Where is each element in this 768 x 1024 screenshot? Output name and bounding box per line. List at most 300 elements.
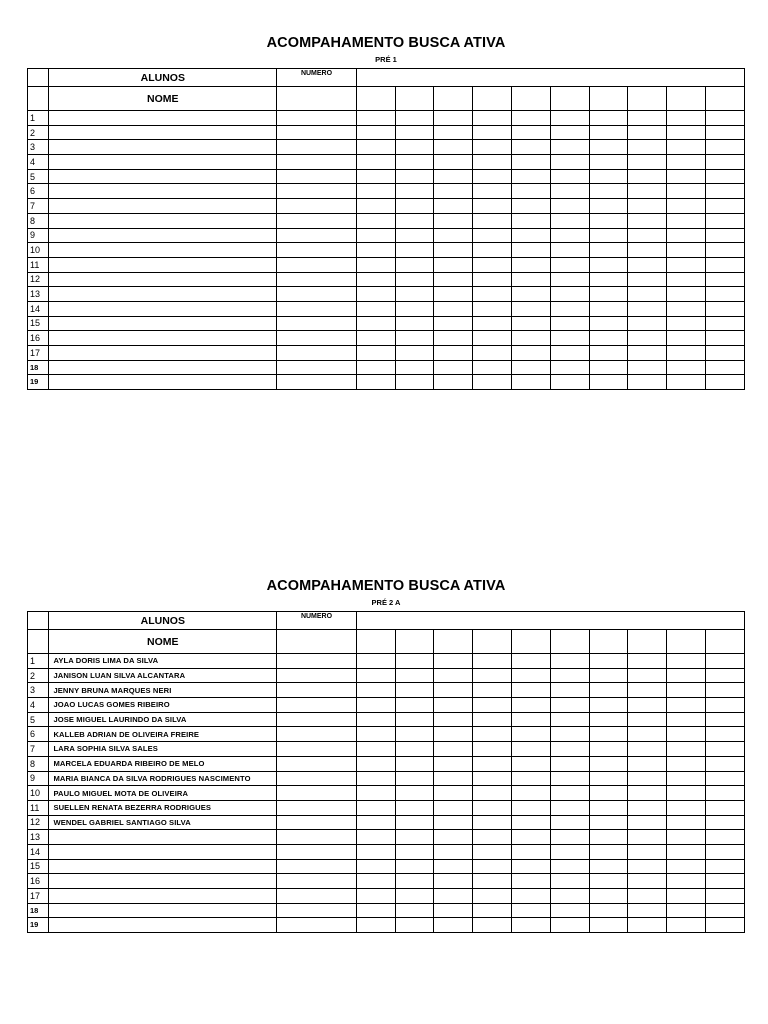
tracking-mark-cell[interactable] bbox=[589, 889, 628, 904]
student-number-cell[interactable] bbox=[277, 331, 357, 346]
tracking-mark-cell[interactable] bbox=[356, 331, 395, 346]
tracking-mark-cell[interactable] bbox=[589, 375, 628, 390]
student-name-cell[interactable] bbox=[49, 346, 277, 361]
tracking-mark-cell[interactable] bbox=[550, 155, 589, 170]
student-number-cell[interactable] bbox=[277, 756, 357, 771]
tracking-mark-cell[interactable] bbox=[434, 213, 473, 228]
tracking-mark-cell[interactable] bbox=[706, 184, 745, 199]
tracking-mark-cell[interactable] bbox=[395, 346, 434, 361]
tracking-mark-cell[interactable] bbox=[512, 830, 551, 845]
student-name-cell[interactable] bbox=[49, 903, 277, 918]
tracking-mark-cell[interactable] bbox=[512, 257, 551, 272]
tracking-mark-cell[interactable] bbox=[628, 874, 667, 889]
tracking-mark-cell[interactable] bbox=[473, 199, 512, 214]
tracking-mark-cell[interactable] bbox=[667, 301, 706, 316]
tracking-mark-cell[interactable] bbox=[395, 771, 434, 786]
tracking-mark-cell[interactable] bbox=[550, 199, 589, 214]
tracking-mark-cell[interactable] bbox=[473, 683, 512, 698]
student-name-cell[interactable]: MARCELA EDUARDA RIBEIRO DE MELO bbox=[49, 756, 277, 771]
tracking-mark-cell[interactable] bbox=[356, 155, 395, 170]
tracking-mark-cell[interactable] bbox=[395, 375, 434, 390]
tracking-mark-cell[interactable] bbox=[628, 331, 667, 346]
tracking-mark-cell[interactable] bbox=[667, 859, 706, 874]
tracking-mark-cell[interactable] bbox=[434, 874, 473, 889]
tracking-mark-cell[interactable] bbox=[706, 800, 745, 815]
tracking-mark-cell[interactable] bbox=[434, 316, 473, 331]
tracking-mark-cell[interactable] bbox=[550, 243, 589, 258]
tracking-mark-cell[interactable] bbox=[706, 331, 745, 346]
tracking-mark-cell[interactable] bbox=[473, 213, 512, 228]
tracking-mark-cell[interactable] bbox=[706, 727, 745, 742]
tracking-mark-cell[interactable] bbox=[589, 360, 628, 375]
tracking-mark-cell[interactable] bbox=[628, 918, 667, 933]
tracking-mark-cell[interactable] bbox=[473, 169, 512, 184]
tracking-mark-cell[interactable] bbox=[473, 184, 512, 199]
tracking-mark-cell[interactable] bbox=[706, 375, 745, 390]
student-number-cell[interactable] bbox=[277, 155, 357, 170]
tracking-mark-cell[interactable] bbox=[473, 771, 512, 786]
tracking-mark-cell[interactable] bbox=[589, 742, 628, 757]
tracking-mark-cell[interactable] bbox=[356, 712, 395, 727]
tracking-mark-cell[interactable] bbox=[395, 844, 434, 859]
tracking-mark-cell[interactable] bbox=[356, 111, 395, 126]
tracking-mark-cell[interactable] bbox=[473, 830, 512, 845]
tracking-mark-cell[interactable] bbox=[706, 889, 745, 904]
tracking-mark-cell[interactable] bbox=[473, 243, 512, 258]
tracking-mark-cell[interactable] bbox=[395, 874, 434, 889]
student-number-cell[interactable] bbox=[277, 199, 357, 214]
tracking-mark-cell[interactable] bbox=[589, 155, 628, 170]
tracking-mark-cell[interactable] bbox=[628, 712, 667, 727]
tracking-mark-cell[interactable] bbox=[628, 859, 667, 874]
tracking-mark-cell[interactable] bbox=[395, 169, 434, 184]
tracking-mark-cell[interactable] bbox=[706, 125, 745, 140]
student-name-cell[interactable] bbox=[49, 918, 277, 933]
tracking-mark-cell[interactable] bbox=[550, 830, 589, 845]
tracking-mark-cell[interactable] bbox=[550, 140, 589, 155]
tracking-mark-cell[interactable] bbox=[667, 272, 706, 287]
student-name-cell[interactable] bbox=[49, 830, 277, 845]
tracking-mark-cell[interactable] bbox=[628, 272, 667, 287]
tracking-mark-cell[interactable] bbox=[550, 111, 589, 126]
tracking-mark-cell[interactable] bbox=[356, 874, 395, 889]
tracking-mark-cell[interactable] bbox=[395, 889, 434, 904]
student-name-cell[interactable] bbox=[49, 375, 277, 390]
tracking-header-cell[interactable] bbox=[550, 87, 589, 111]
tracking-mark-cell[interactable] bbox=[589, 125, 628, 140]
tracking-mark-cell[interactable] bbox=[434, 331, 473, 346]
tracking-mark-cell[interactable] bbox=[550, 683, 589, 698]
tracking-header-cell[interactable] bbox=[628, 87, 667, 111]
tracking-header-cell[interactable] bbox=[512, 630, 551, 654]
tracking-mark-cell[interactable] bbox=[628, 698, 667, 713]
tracking-mark-cell[interactable] bbox=[589, 844, 628, 859]
tracking-mark-cell[interactable] bbox=[356, 243, 395, 258]
tracking-mark-cell[interactable] bbox=[667, 331, 706, 346]
tracking-mark-cell[interactable] bbox=[550, 184, 589, 199]
tracking-mark-cell[interactable] bbox=[395, 125, 434, 140]
student-number-cell[interactable] bbox=[277, 272, 357, 287]
tracking-mark-cell[interactable] bbox=[589, 199, 628, 214]
student-number-cell[interactable] bbox=[277, 301, 357, 316]
tracking-mark-cell[interactable] bbox=[473, 155, 512, 170]
tracking-mark-cell[interactable] bbox=[628, 786, 667, 801]
tracking-mark-cell[interactable] bbox=[706, 874, 745, 889]
student-number-cell[interactable] bbox=[277, 111, 357, 126]
tracking-mark-cell[interactable] bbox=[589, 228, 628, 243]
tracking-mark-cell[interactable] bbox=[706, 756, 745, 771]
tracking-mark-cell[interactable] bbox=[473, 272, 512, 287]
tracking-mark-cell[interactable] bbox=[589, 243, 628, 258]
tracking-mark-cell[interactable] bbox=[434, 712, 473, 727]
student-name-cell[interactable] bbox=[49, 301, 277, 316]
tracking-mark-cell[interactable] bbox=[667, 111, 706, 126]
tracking-mark-cell[interactable] bbox=[512, 756, 551, 771]
tracking-mark-cell[interactable] bbox=[512, 771, 551, 786]
tracking-mark-cell[interactable] bbox=[512, 889, 551, 904]
tracking-mark-cell[interactable] bbox=[706, 742, 745, 757]
tracking-mark-cell[interactable] bbox=[706, 830, 745, 845]
tracking-mark-cell[interactable] bbox=[356, 800, 395, 815]
tracking-mark-cell[interactable] bbox=[473, 786, 512, 801]
tracking-mark-cell[interactable] bbox=[356, 889, 395, 904]
tracking-mark-cell[interactable] bbox=[589, 786, 628, 801]
tracking-mark-cell[interactable] bbox=[473, 712, 512, 727]
student-name-cell[interactable] bbox=[49, 125, 277, 140]
tracking-mark-cell[interactable] bbox=[512, 272, 551, 287]
tracking-mark-cell[interactable] bbox=[628, 815, 667, 830]
tracking-mark-cell[interactable] bbox=[434, 830, 473, 845]
tracking-mark-cell[interactable] bbox=[628, 111, 667, 126]
student-name-cell[interactable] bbox=[49, 360, 277, 375]
tracking-mark-cell[interactable] bbox=[589, 698, 628, 713]
tracking-mark-cell[interactable] bbox=[706, 287, 745, 302]
tracking-mark-cell[interactable] bbox=[395, 184, 434, 199]
tracking-mark-cell[interactable] bbox=[473, 301, 512, 316]
student-name-cell[interactable] bbox=[49, 243, 277, 258]
student-number-cell[interactable] bbox=[277, 771, 357, 786]
tracking-mark-cell[interactable] bbox=[512, 331, 551, 346]
tracking-mark-cell[interactable] bbox=[589, 213, 628, 228]
tracking-mark-cell[interactable] bbox=[512, 155, 551, 170]
tracking-mark-cell[interactable] bbox=[550, 360, 589, 375]
tracking-mark-cell[interactable] bbox=[434, 346, 473, 361]
tracking-mark-cell[interactable] bbox=[473, 742, 512, 757]
tracking-mark-cell[interactable] bbox=[628, 756, 667, 771]
tracking-mark-cell[interactable] bbox=[395, 155, 434, 170]
tracking-mark-cell[interactable] bbox=[628, 125, 667, 140]
tracking-mark-cell[interactable] bbox=[589, 331, 628, 346]
tracking-mark-cell[interactable] bbox=[473, 654, 512, 669]
student-number-cell[interactable] bbox=[277, 815, 357, 830]
tracking-mark-cell[interactable] bbox=[395, 272, 434, 287]
tracking-mark-cell[interactable] bbox=[706, 844, 745, 859]
tracking-mark-cell[interactable] bbox=[628, 301, 667, 316]
student-name-cell[interactable] bbox=[49, 213, 277, 228]
tracking-mark-cell[interactable] bbox=[589, 287, 628, 302]
tracking-mark-cell[interactable] bbox=[589, 140, 628, 155]
tracking-mark-cell[interactable] bbox=[473, 375, 512, 390]
tracking-mark-cell[interactable] bbox=[356, 360, 395, 375]
tracking-mark-cell[interactable] bbox=[667, 316, 706, 331]
student-number-cell[interactable] bbox=[277, 375, 357, 390]
tracking-mark-cell[interactable] bbox=[550, 331, 589, 346]
tracking-mark-cell[interactable] bbox=[589, 111, 628, 126]
tracking-mark-cell[interactable] bbox=[550, 727, 589, 742]
tracking-mark-cell[interactable] bbox=[512, 727, 551, 742]
tracking-mark-cell[interactable] bbox=[395, 815, 434, 830]
tracking-mark-cell[interactable] bbox=[628, 346, 667, 361]
tracking-mark-cell[interactable] bbox=[667, 228, 706, 243]
tracking-header-cell[interactable] bbox=[395, 630, 434, 654]
tracking-mark-cell[interactable] bbox=[356, 698, 395, 713]
tracking-mark-cell[interactable] bbox=[356, 859, 395, 874]
tracking-mark-cell[interactable] bbox=[589, 859, 628, 874]
tracking-mark-cell[interactable] bbox=[512, 859, 551, 874]
tracking-mark-cell[interactable] bbox=[667, 184, 706, 199]
tracking-mark-cell[interactable] bbox=[550, 786, 589, 801]
tracking-header-cell[interactable] bbox=[628, 630, 667, 654]
tracking-mark-cell[interactable] bbox=[589, 184, 628, 199]
student-number-cell[interactable] bbox=[277, 903, 357, 918]
tracking-mark-cell[interactable] bbox=[628, 800, 667, 815]
student-name-cell[interactable] bbox=[49, 155, 277, 170]
tracking-mark-cell[interactable] bbox=[550, 859, 589, 874]
tracking-mark-cell[interactable] bbox=[434, 654, 473, 669]
tracking-mark-cell[interactable] bbox=[434, 375, 473, 390]
student-name-cell[interactable] bbox=[49, 859, 277, 874]
tracking-mark-cell[interactable] bbox=[473, 698, 512, 713]
tracking-mark-cell[interactable] bbox=[628, 654, 667, 669]
tracking-mark-cell[interactable] bbox=[512, 815, 551, 830]
student-number-cell[interactable] bbox=[277, 712, 357, 727]
tracking-mark-cell[interactable] bbox=[667, 874, 706, 889]
tracking-mark-cell[interactable] bbox=[395, 698, 434, 713]
tracking-mark-cell[interactable] bbox=[589, 830, 628, 845]
tracking-mark-cell[interactable] bbox=[512, 184, 551, 199]
student-number-cell[interactable] bbox=[277, 287, 357, 302]
tracking-mark-cell[interactable] bbox=[628, 243, 667, 258]
student-number-cell[interactable] bbox=[277, 125, 357, 140]
student-name-cell[interactable]: JOSE MIGUEL LAURINDO DA SILVA bbox=[49, 712, 277, 727]
student-name-cell[interactable] bbox=[49, 272, 277, 287]
student-name-cell[interactable] bbox=[49, 331, 277, 346]
student-name-cell[interactable]: LARA SOPHIA SILVA SALES bbox=[49, 742, 277, 757]
tracking-mark-cell[interactable] bbox=[512, 683, 551, 698]
tracking-mark-cell[interactable] bbox=[550, 815, 589, 830]
student-name-cell[interactable]: JOAO LUCAS GOMES RIBEIRO bbox=[49, 698, 277, 713]
tracking-mark-cell[interactable] bbox=[706, 698, 745, 713]
tracking-mark-cell[interactable] bbox=[434, 815, 473, 830]
tracking-mark-cell[interactable] bbox=[473, 331, 512, 346]
tracking-mark-cell[interactable] bbox=[628, 184, 667, 199]
tracking-mark-cell[interactable] bbox=[589, 771, 628, 786]
tracking-mark-cell[interactable] bbox=[667, 346, 706, 361]
tracking-header-cell[interactable] bbox=[434, 630, 473, 654]
tracking-mark-cell[interactable] bbox=[667, 683, 706, 698]
student-number-cell[interactable] bbox=[277, 169, 357, 184]
tracking-mark-cell[interactable] bbox=[706, 903, 745, 918]
tracking-mark-cell[interactable] bbox=[706, 111, 745, 126]
student-name-cell[interactable] bbox=[49, 844, 277, 859]
tracking-mark-cell[interactable] bbox=[356, 184, 395, 199]
student-number-cell[interactable] bbox=[277, 668, 357, 683]
tracking-mark-cell[interactable] bbox=[434, 844, 473, 859]
tracking-mark-cell[interactable] bbox=[550, 844, 589, 859]
tracking-mark-cell[interactable] bbox=[395, 668, 434, 683]
tracking-mark-cell[interactable] bbox=[356, 683, 395, 698]
tracking-mark-cell[interactable] bbox=[706, 683, 745, 698]
tracking-mark-cell[interactable] bbox=[395, 756, 434, 771]
tracking-mark-cell[interactable] bbox=[473, 874, 512, 889]
tracking-mark-cell[interactable] bbox=[706, 272, 745, 287]
tracking-mark-cell[interactable] bbox=[434, 257, 473, 272]
tracking-mark-cell[interactable] bbox=[667, 213, 706, 228]
tracking-mark-cell[interactable] bbox=[473, 346, 512, 361]
student-number-cell[interactable] bbox=[277, 654, 357, 669]
tracking-mark-cell[interactable] bbox=[356, 375, 395, 390]
tracking-mark-cell[interactable] bbox=[550, 375, 589, 390]
tracking-mark-cell[interactable] bbox=[706, 712, 745, 727]
tracking-mark-cell[interactable] bbox=[356, 844, 395, 859]
student-number-cell[interactable] bbox=[277, 213, 357, 228]
tracking-mark-cell[interactable] bbox=[395, 331, 434, 346]
tracking-mark-cell[interactable] bbox=[512, 874, 551, 889]
tracking-mark-cell[interactable] bbox=[512, 712, 551, 727]
tracking-mark-cell[interactable] bbox=[395, 140, 434, 155]
tracking-mark-cell[interactable] bbox=[706, 257, 745, 272]
tracking-mark-cell[interactable] bbox=[434, 184, 473, 199]
tracking-mark-cell[interactable] bbox=[434, 169, 473, 184]
tracking-mark-cell[interactable] bbox=[434, 301, 473, 316]
tracking-mark-cell[interactable] bbox=[356, 742, 395, 757]
tracking-mark-cell[interactable] bbox=[395, 683, 434, 698]
tracking-mark-cell[interactable] bbox=[550, 213, 589, 228]
tracking-mark-cell[interactable] bbox=[706, 654, 745, 669]
tracking-mark-cell[interactable] bbox=[550, 874, 589, 889]
tracking-mark-cell[interactable] bbox=[628, 742, 667, 757]
tracking-mark-cell[interactable] bbox=[356, 727, 395, 742]
tracking-mark-cell[interactable] bbox=[434, 140, 473, 155]
tracking-mark-cell[interactable] bbox=[628, 903, 667, 918]
tracking-mark-cell[interactable] bbox=[512, 844, 551, 859]
tracking-mark-cell[interactable] bbox=[628, 771, 667, 786]
tracking-mark-cell[interactable] bbox=[395, 712, 434, 727]
tracking-mark-cell[interactable] bbox=[550, 301, 589, 316]
tracking-mark-cell[interactable] bbox=[589, 815, 628, 830]
tracking-mark-cell[interactable] bbox=[667, 756, 706, 771]
tracking-mark-cell[interactable] bbox=[667, 918, 706, 933]
tracking-mark-cell[interactable] bbox=[512, 287, 551, 302]
student-name-cell[interactable] bbox=[49, 140, 277, 155]
tracking-mark-cell[interactable] bbox=[667, 668, 706, 683]
tracking-mark-cell[interactable] bbox=[395, 360, 434, 375]
student-number-cell[interactable] bbox=[277, 786, 357, 801]
tracking-mark-cell[interactable] bbox=[628, 375, 667, 390]
tracking-mark-cell[interactable] bbox=[550, 257, 589, 272]
student-number-cell[interactable] bbox=[277, 800, 357, 815]
tracking-mark-cell[interactable] bbox=[395, 257, 434, 272]
tracking-mark-cell[interactable] bbox=[473, 111, 512, 126]
tracking-mark-cell[interactable] bbox=[356, 169, 395, 184]
tracking-mark-cell[interactable] bbox=[628, 199, 667, 214]
tracking-mark-cell[interactable] bbox=[356, 346, 395, 361]
tracking-mark-cell[interactable] bbox=[628, 140, 667, 155]
tracking-mark-cell[interactable] bbox=[550, 918, 589, 933]
tracking-mark-cell[interactable] bbox=[667, 243, 706, 258]
tracking-mark-cell[interactable] bbox=[434, 668, 473, 683]
tracking-mark-cell[interactable] bbox=[589, 683, 628, 698]
tracking-mark-cell[interactable] bbox=[628, 668, 667, 683]
student-number-cell[interactable] bbox=[277, 844, 357, 859]
tracking-mark-cell[interactable] bbox=[628, 155, 667, 170]
tracking-mark-cell[interactable] bbox=[434, 889, 473, 904]
tracking-mark-cell[interactable] bbox=[473, 316, 512, 331]
tracking-mark-cell[interactable] bbox=[512, 668, 551, 683]
tracking-mark-cell[interactable] bbox=[667, 287, 706, 302]
student-number-cell[interactable] bbox=[277, 727, 357, 742]
tracking-mark-cell[interactable] bbox=[395, 918, 434, 933]
tracking-mark-cell[interactable] bbox=[395, 213, 434, 228]
tracking-mark-cell[interactable] bbox=[473, 125, 512, 140]
tracking-mark-cell[interactable] bbox=[434, 918, 473, 933]
tracking-mark-cell[interactable] bbox=[667, 815, 706, 830]
tracking-mark-cell[interactable] bbox=[512, 316, 551, 331]
tracking-mark-cell[interactable] bbox=[706, 815, 745, 830]
tracking-header-cell[interactable] bbox=[395, 87, 434, 111]
tracking-mark-cell[interactable] bbox=[667, 654, 706, 669]
tracking-header-cell[interactable] bbox=[512, 87, 551, 111]
tracking-mark-cell[interactable] bbox=[512, 786, 551, 801]
tracking-mark-cell[interactable] bbox=[628, 169, 667, 184]
tracking-mark-cell[interactable] bbox=[628, 830, 667, 845]
tracking-mark-cell[interactable] bbox=[667, 771, 706, 786]
tracking-mark-cell[interactable] bbox=[434, 786, 473, 801]
tracking-mark-cell[interactable] bbox=[550, 287, 589, 302]
tracking-mark-cell[interactable] bbox=[706, 346, 745, 361]
tracking-mark-cell[interactable] bbox=[395, 199, 434, 214]
tracking-header-cell[interactable] bbox=[434, 87, 473, 111]
student-number-cell[interactable] bbox=[277, 184, 357, 199]
tracking-mark-cell[interactable] bbox=[473, 668, 512, 683]
tracking-mark-cell[interactable] bbox=[512, 918, 551, 933]
tracking-mark-cell[interactable] bbox=[589, 756, 628, 771]
student-name-cell[interactable] bbox=[49, 169, 277, 184]
tracking-mark-cell[interactable] bbox=[589, 346, 628, 361]
tracking-mark-cell[interactable] bbox=[550, 228, 589, 243]
tracking-mark-cell[interactable] bbox=[512, 654, 551, 669]
tracking-mark-cell[interactable] bbox=[550, 800, 589, 815]
tracking-mark-cell[interactable] bbox=[628, 727, 667, 742]
tracking-mark-cell[interactable] bbox=[589, 918, 628, 933]
tracking-mark-cell[interactable] bbox=[706, 155, 745, 170]
tracking-mark-cell[interactable] bbox=[395, 316, 434, 331]
tracking-header-cell[interactable] bbox=[473, 87, 512, 111]
tracking-mark-cell[interactable] bbox=[395, 301, 434, 316]
tracking-mark-cell[interactable] bbox=[356, 228, 395, 243]
tracking-mark-cell[interactable] bbox=[512, 111, 551, 126]
tracking-mark-cell[interactable] bbox=[589, 668, 628, 683]
tracking-mark-cell[interactable] bbox=[434, 800, 473, 815]
tracking-mark-cell[interactable] bbox=[395, 830, 434, 845]
student-number-cell[interactable] bbox=[277, 874, 357, 889]
tracking-mark-cell[interactable] bbox=[667, 155, 706, 170]
student-number-cell[interactable] bbox=[277, 243, 357, 258]
student-name-cell[interactable] bbox=[49, 228, 277, 243]
tracking-mark-cell[interactable] bbox=[512, 243, 551, 258]
student-number-cell[interactable] bbox=[277, 257, 357, 272]
tracking-mark-cell[interactable] bbox=[706, 771, 745, 786]
